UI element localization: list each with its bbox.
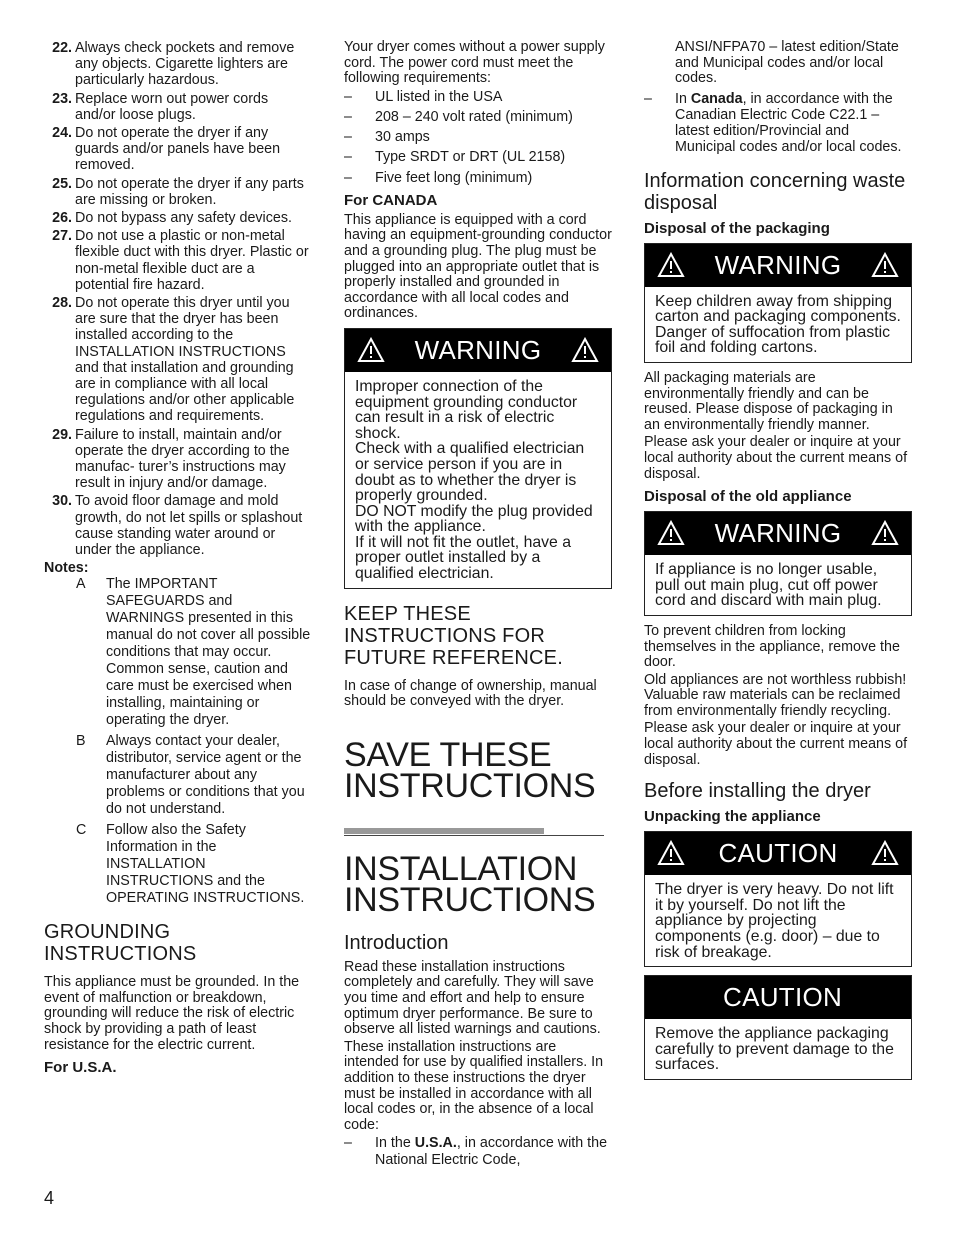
- column-right: [644, 40, 912, 1088]
- list-item: – In Canada, in accordance with the Canadian Electric Code C22.1 – latest edition/Provincial and Municipal codes and/or local codes.: [644, 90, 902, 156]
- note-text: The IMPORTANT SAFEGUARDS and WARNINGS presented in this manual do not cover all possible conditions that may occur.: [106, 576, 311, 661]
- list-item: 29. Failure to install, maintain and/or operate the dryer according to the manufac- turer’s instructions may result in injury and/or damage.: [52, 426, 290, 492]
- intro-paragraph: These installation instructions are intended for use by qualified installers. In addition to these instructions the dryer must be installed in accordance with all local codes or, in the absence of a local code:: [344, 1038, 604, 1133]
- caution-box-packaging: [644, 975, 912, 1080]
- warning-label: WARNING: [714, 518, 842, 549]
- note-item: [44, 576, 312, 729]
- list-item: 28. Do not operate this dryer until you are sure that the dryer has been installed according to the INSTALLATION INSTRUCTIONS and that installation and grounding are in compliance with all local regulations and/or other applicable regulations and requirements.: [52, 295, 295, 425]
- warning-triangle-icon: [871, 520, 899, 546]
- note-item: [44, 733, 312, 818]
- usa-codes-continued: ANSI/NFPA70 – latest edition/State and Municipal codes and/or local codes.: [675, 39, 899, 87]
- note-text: Always contact your dealer, distributor, service agent or the manufacturer about any problems or conditions that you do not understand.: [106, 733, 305, 818]
- power-cord-intro: Your dryer comes without a power supply cord. The power cord must meet the following requirements:: [344, 39, 605, 87]
- warning-header: [345, 329, 611, 372]
- waste-disposal-heading: Information concerning waste disposal: [644, 169, 906, 214]
- column-middle: [344, 40, 612, 1172]
- warning-triangle-icon: [657, 840, 685, 866]
- warning-header: [645, 244, 911, 287]
- caution-text: Remove the appliance packaging carefully to prevent damage to the surfaces.: [655, 1025, 894, 1074]
- section-divider: [344, 828, 612, 836]
- list-item: – Type SRDT or DRT (UL 2158): [344, 149, 566, 166]
- for-canada-label: For CANADA: [344, 191, 438, 209]
- caution-header: [645, 976, 911, 1019]
- list-item: – 208 – 240 volt rated (minimum): [344, 108, 573, 125]
- column-left: [44, 40, 312, 1080]
- warning-box-grounding: [344, 328, 612, 589]
- note-letter: C: [76, 822, 87, 839]
- caution-content: [645, 1019, 911, 1079]
- warning-triangle-icon: [871, 840, 899, 866]
- warning-triangle-icon: [571, 337, 599, 363]
- list-item: 24. Do not operate the dryer if any guards and/or panels have been removed.: [52, 125, 281, 174]
- list-item: 26. Do not bypass any safety devices.: [52, 210, 292, 227]
- warning-content: [645, 555, 911, 615]
- warning-triangle-icon: [871, 252, 899, 278]
- old-appliance-paragraph: To prevent children from locking themselves in the appliance, remove the door.: [644, 622, 900, 671]
- warning-header: [645, 512, 911, 555]
- warning-content: [645, 287, 911, 362]
- warning-triangle-icon: [657, 252, 685, 278]
- codes-list: [344, 1135, 612, 1167]
- note-item: [44, 822, 312, 907]
- list-item: 27. Do not use a plastic or non-metal flexible duct with this dryer. Plastic or non-metal flexible duct are a potential fire hazard.: [52, 228, 309, 293]
- warning-label: WARNING: [714, 249, 842, 280]
- warning-box-packaging: [644, 243, 912, 363]
- warning-triangle-icon: [657, 520, 685, 546]
- codes-list: [644, 91, 912, 156]
- installation-instructions-title: INSTALLATION INSTRUCTIONS: [344, 849, 596, 919]
- note-text: Follow also the Safety Information in the INSTALLATION INSTRUCTIONS and the OPERATING INSTRUCTIONS.: [106, 822, 305, 907]
- list-item: – UL listed in the USA: [344, 88, 503, 105]
- list-item: 23. Replace worn out power cords and/or loose plugs.: [52, 90, 269, 123]
- requirements-list: [344, 89, 612, 186]
- caution-text: The dryer is very heavy. Do not lift it by yourself. Do not lift the appliance by projecting components (e.g. door) – due to risk of breakage.: [655, 881, 894, 961]
- caution-header: [645, 832, 911, 875]
- list-item: – Five feet long (minimum): [344, 169, 533, 186]
- list-item: 25. Do not operate the dryer if any parts are missing or broken.: [52, 175, 304, 208]
- canada-text: This appliance is equipped with a cord having an equipment-grounding conductor and a grounding plug. The plug must be plugged into an appropriate outlet that is properly installed and grounded in accordance with all local codes and ordinances.: [344, 211, 612, 322]
- old-appliance-paragraph: Old appliances are not worthless rubbish! Valuable raw materials can be reclaimed from environmentally friendly recycling.: [644, 671, 907, 719]
- safety-list: [44, 40, 312, 558]
- caution-content: [645, 875, 911, 966]
- page-number: 4: [44, 1188, 55, 1208]
- warning-text: If appliance is no longer usable, pull out main plug, cut off power cord and discard with main plug.: [655, 561, 882, 610]
- save-instructions-title: SAVE THESE INSTRUCTIONS: [344, 735, 596, 805]
- note-text: Common sense, caution and care must be exercised when installing, maintaining or operating the dryer.: [106, 661, 292, 729]
- old-appliance-disposal-label: Disposal of the old appliance: [644, 488, 852, 506]
- warning-text: Improper connection of the equipment grounding conductor can result in a risk of electric shock.: [355, 377, 578, 442]
- packaging-disposal-label: Disposal of the packaging: [644, 219, 830, 237]
- caution-label: CAUTION: [718, 838, 838, 869]
- warning-text: Check with a qualified electrician or service person if you are in doubt as to whether the dryer is properly grounded.: [355, 440, 585, 505]
- warning-box-old-appliance: [644, 511, 912, 616]
- warning-text: If it will not fit the outlet, have a proper outlet installed by a qualified electrician.: [355, 533, 572, 583]
- warning-text: DO NOT modify the plug provided with the appliance.: [355, 502, 593, 536]
- old-appliance-paragraph: Please ask your dealer or inquire at your local authority about the current means of disposal.: [644, 720, 908, 768]
- keep-instructions-heading: KEEP THESE INSTRUCTIONS FOR FUTURE REFERENCE.: [344, 602, 563, 669]
- grounding-text: This appliance must be grounded. In the event of malfunction or breakdown, grounding will reduce the risk of electric shock by providing a path of least resistance for the electric current.: [44, 974, 300, 1053]
- unpacking-label: Unpacking the appliance: [644, 808, 821, 826]
- packaging-paragraph: All packaging materials are environmentally friendly and can be reused. Please dispose of packaging in an environmentally friendly manner.: [644, 369, 893, 433]
- list-item: 30. To avoid floor damage and mold growth, do not let spills or splashout cause standing water around or under the appliance.: [52, 493, 303, 559]
- warning-content: [345, 372, 611, 588]
- list-item: – In the U.S.A., in accordance with the National Electric Code,: [344, 1135, 608, 1168]
- warning-label: WARNING: [414, 334, 542, 365]
- keep-instructions-text: In case of change of ownership, manual should be conveyed with the dryer.: [344, 677, 597, 710]
- packaging-paragraph: Please ask your dealer or inquire at your local authority about the current means of disposal.: [644, 434, 908, 482]
- note-letter: A: [76, 576, 86, 593]
- notes-label: Notes:: [44, 560, 89, 577]
- note-letter: B: [76, 733, 86, 750]
- warning-text: Keep children away from shipping carton and packaging components. Danger of suffocation from plastic foil and folding cartons.: [655, 292, 901, 357]
- introduction-heading: Introduction: [344, 931, 449, 954]
- grounding-heading: GROUNDING INSTRUCTIONS: [44, 921, 197, 966]
- before-installing-heading: Before installing the dryer: [644, 780, 871, 803]
- for-usa-label: For U.S.A.: [44, 1059, 117, 1077]
- caution-label: CAUTION: [723, 982, 843, 1013]
- list-item: 22. Always check pockets and remove any objects. Cigarette lighters are particularly hazardous.: [52, 40, 295, 89]
- list-item: – 30 amps: [344, 129, 430, 146]
- intro-paragraph: Read these installation instructions completely and carefully. They will save you time and effort and help to ensure optimum dryer performance. Be sure to observe all listed warnings and cautions.: [344, 958, 601, 1038]
- warning-triangle-icon: [357, 337, 385, 363]
- caution-box-heavy: [644, 831, 912, 967]
